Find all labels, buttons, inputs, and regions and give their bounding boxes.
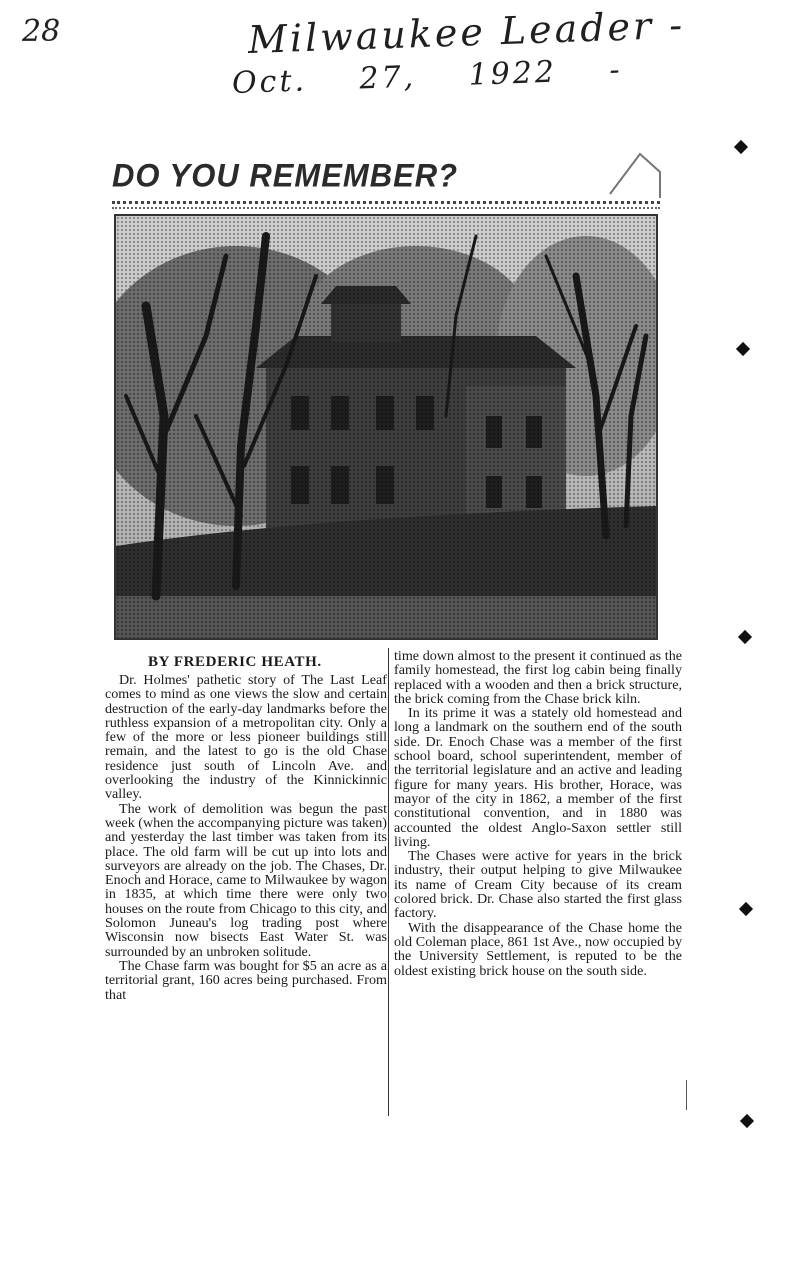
article-headline: DO YOU REMEMBER? xyxy=(112,157,459,194)
column-right-border xyxy=(686,1080,687,1110)
article-column-2 xyxy=(394,649,682,978)
handwritten-date-note: Oct. 27, 1922 - xyxy=(231,52,624,101)
punch-hole-mark xyxy=(736,342,750,356)
punch-hole-mark xyxy=(738,630,752,644)
column-1-paragraph-3: The Chase farm was bought for $5 an acre as a territorial grant, 160 acres being purchased. From that xyxy=(105,957,387,1003)
column-2-paragraph-2: In its prime it was a stately old homestead and long a landmark on the southern end of the south side. Dr. Enoch Chase was a member of the first school board, school superintendent, member of the territorial legislature and an active and leading figure for many years. His brother, Horace, was mayor of the city in 1862, a member of the first constitutional convention, and in 1880 was accounted the oldest Anglo-Saxon settler still living. xyxy=(394,705,682,850)
column-2-paragraph-4: With the disappearance of the Chase home the old Coleman place, 861 1st Ave., now occupied by the University Settlement, is reputed to be the oldest existing brick house on the south side. xyxy=(394,919,682,979)
headline-rule-secondary xyxy=(112,207,660,209)
column-1-paragraph-2: The work of demolition was begun the past week (when the accompanying picture was taken) and yesterday the last timber was taken from its place. The old farm will be cut up into lots and surveyors are already on the job. The Chases, Dr. Enoch and Horace, came to Milwaukee by wagon in 1835, at which time there were only two houses on the route from Chicago to this city, and Solomon Juneau's log trading post where Wisconsin now bisects East Water St. was surrounded by an unbroken solitude. xyxy=(105,800,387,960)
handwritten-source-note: Milwaukee Leader - xyxy=(247,2,686,62)
punch-hole-mark xyxy=(740,1114,754,1128)
column-divider xyxy=(388,648,389,1116)
headline-rule xyxy=(112,201,660,204)
article-column-1 xyxy=(105,673,387,1002)
article-byline: BY FREDERIC HEATH. xyxy=(148,654,322,670)
column-2-paragraph-3: The Chases were active for years in the brick industry, their output helping to give Milwaukee its name of Cream City because of its cream colored brick. Dr. Chase also started the first glass factory. xyxy=(394,848,682,922)
column-2-paragraph-1: time down almost to the present it continued as the family homestead, the first log cabin being finally replaced with a wooden and then a brick structure, the brick coming from the Chase brick kiln. xyxy=(394,648,682,707)
column-1-paragraph-1: Dr. Holmes' pathetic story of The Last Leaf comes to mind as one views the slow and certain destruction of the early-day landmarks before the ruthless expansion of a metropolitan city. Only a few of the more or less pioneer buildings still remain, and the latest to go is the old Chase residence just south of Lincoln Ave. and overlooking the industry of the Kinnickinnic valley. xyxy=(105,672,387,803)
punch-hole-mark xyxy=(734,140,748,154)
clipping-corner-mark xyxy=(606,150,666,200)
punch-hole-mark xyxy=(739,902,753,916)
chase-house-photo xyxy=(114,214,658,640)
page-number: 28 xyxy=(22,14,61,49)
